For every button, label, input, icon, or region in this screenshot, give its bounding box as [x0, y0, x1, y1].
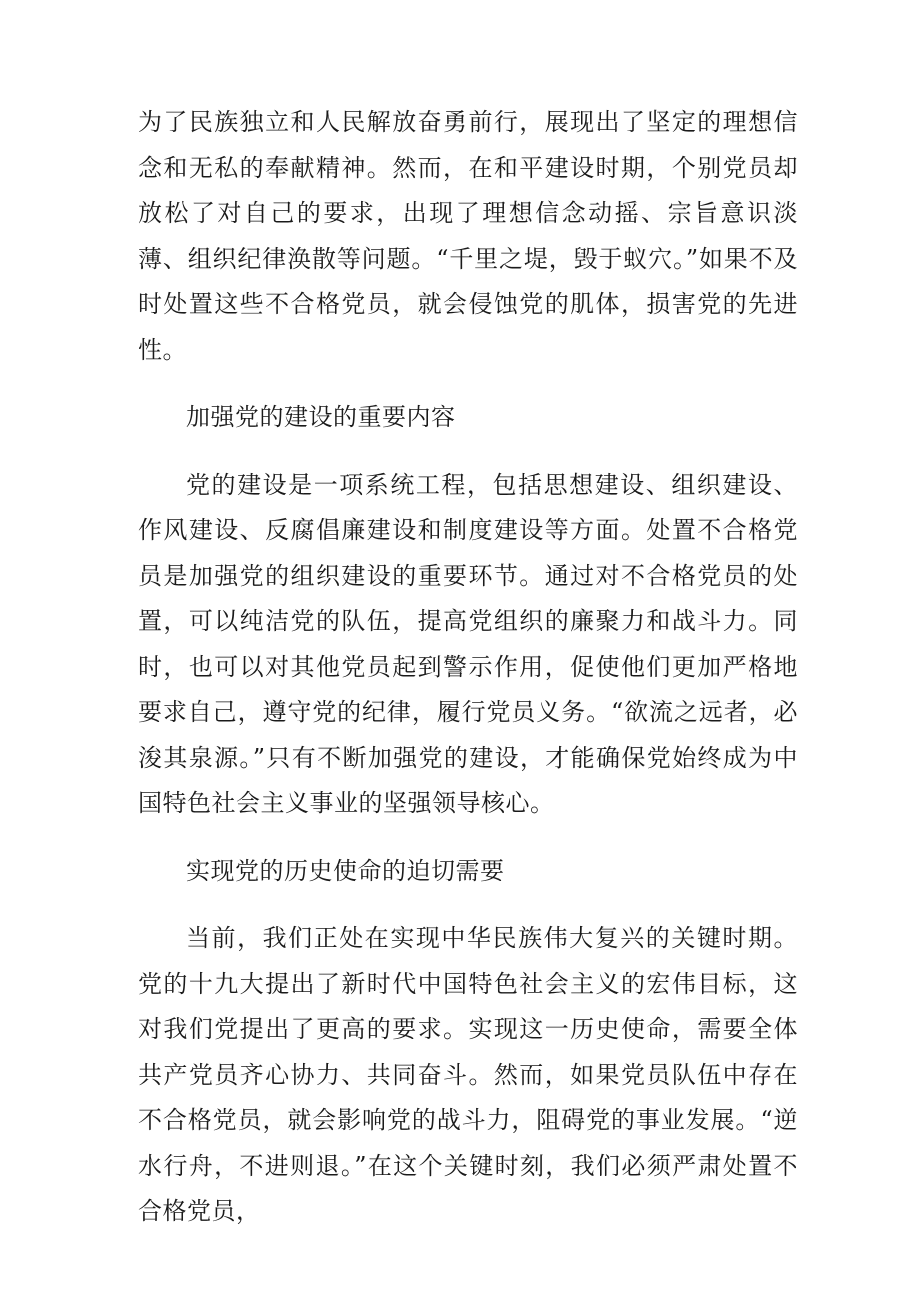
body-paragraph-2: 党的建设是一项系统工程，包括思想建设、组织建设、作风建设、反腐倡廉建设和制度建设等方面。处置不合格党员是加强党的组织建设的重要环节。通过对不合格党员的处置，可以纯洁党的队伍，提高党组织的廉聚力和战斗力。同时，也可以对其他党员起到警示作用，促使他们更加严格地要求自己，遵守党的纪律，履行党员义务。“欲流之远者，必浚其泉源。”只有不断加强党的建设，才能确保党始终成为中国特色社会主义事业的坚强领导核心。 — [138, 470, 798, 817]
section-heading-2: 实现党的历史使命的迫切需要 — [186, 856, 505, 885]
document-page — [138, 100, 798, 1257]
body-paragraph-1: 为了民族独立和人民解放奋勇前行，展现出了坚定的理想信念和无私的奉献精神。然而，在和平建设时期，个别党员却放松了对自己的要求，出现了理想信念动摇、宗旨意识淡薄、组织纪律涣散等问题。“千里之堤，毁于蚁穴。”如果不及时处置这些不合格党员，就会侵蚀党的肌体，损害党的先进性。 — [138, 108, 798, 364]
section-heading-1: 加强党的建设的重要内容 — [186, 403, 456, 431]
body-paragraph-3: 当前，我们正处在实现中华民族伟大复兴的关键时期。党的十九大提出了新时代中国特色社会主义的宏伟目标，这对我们党提出了更高的要求。实现这一历史使命，需要全体共产党员齐心协力、共同奋斗。然而，如果党员队伍中存在不合格党员，就会影响党的战斗力，阻碍党的事业发展。“逆水行舟，不进则退。”在这个关键时刻，我们必须严肃处置不合格党员， — [138, 924, 798, 1225]
